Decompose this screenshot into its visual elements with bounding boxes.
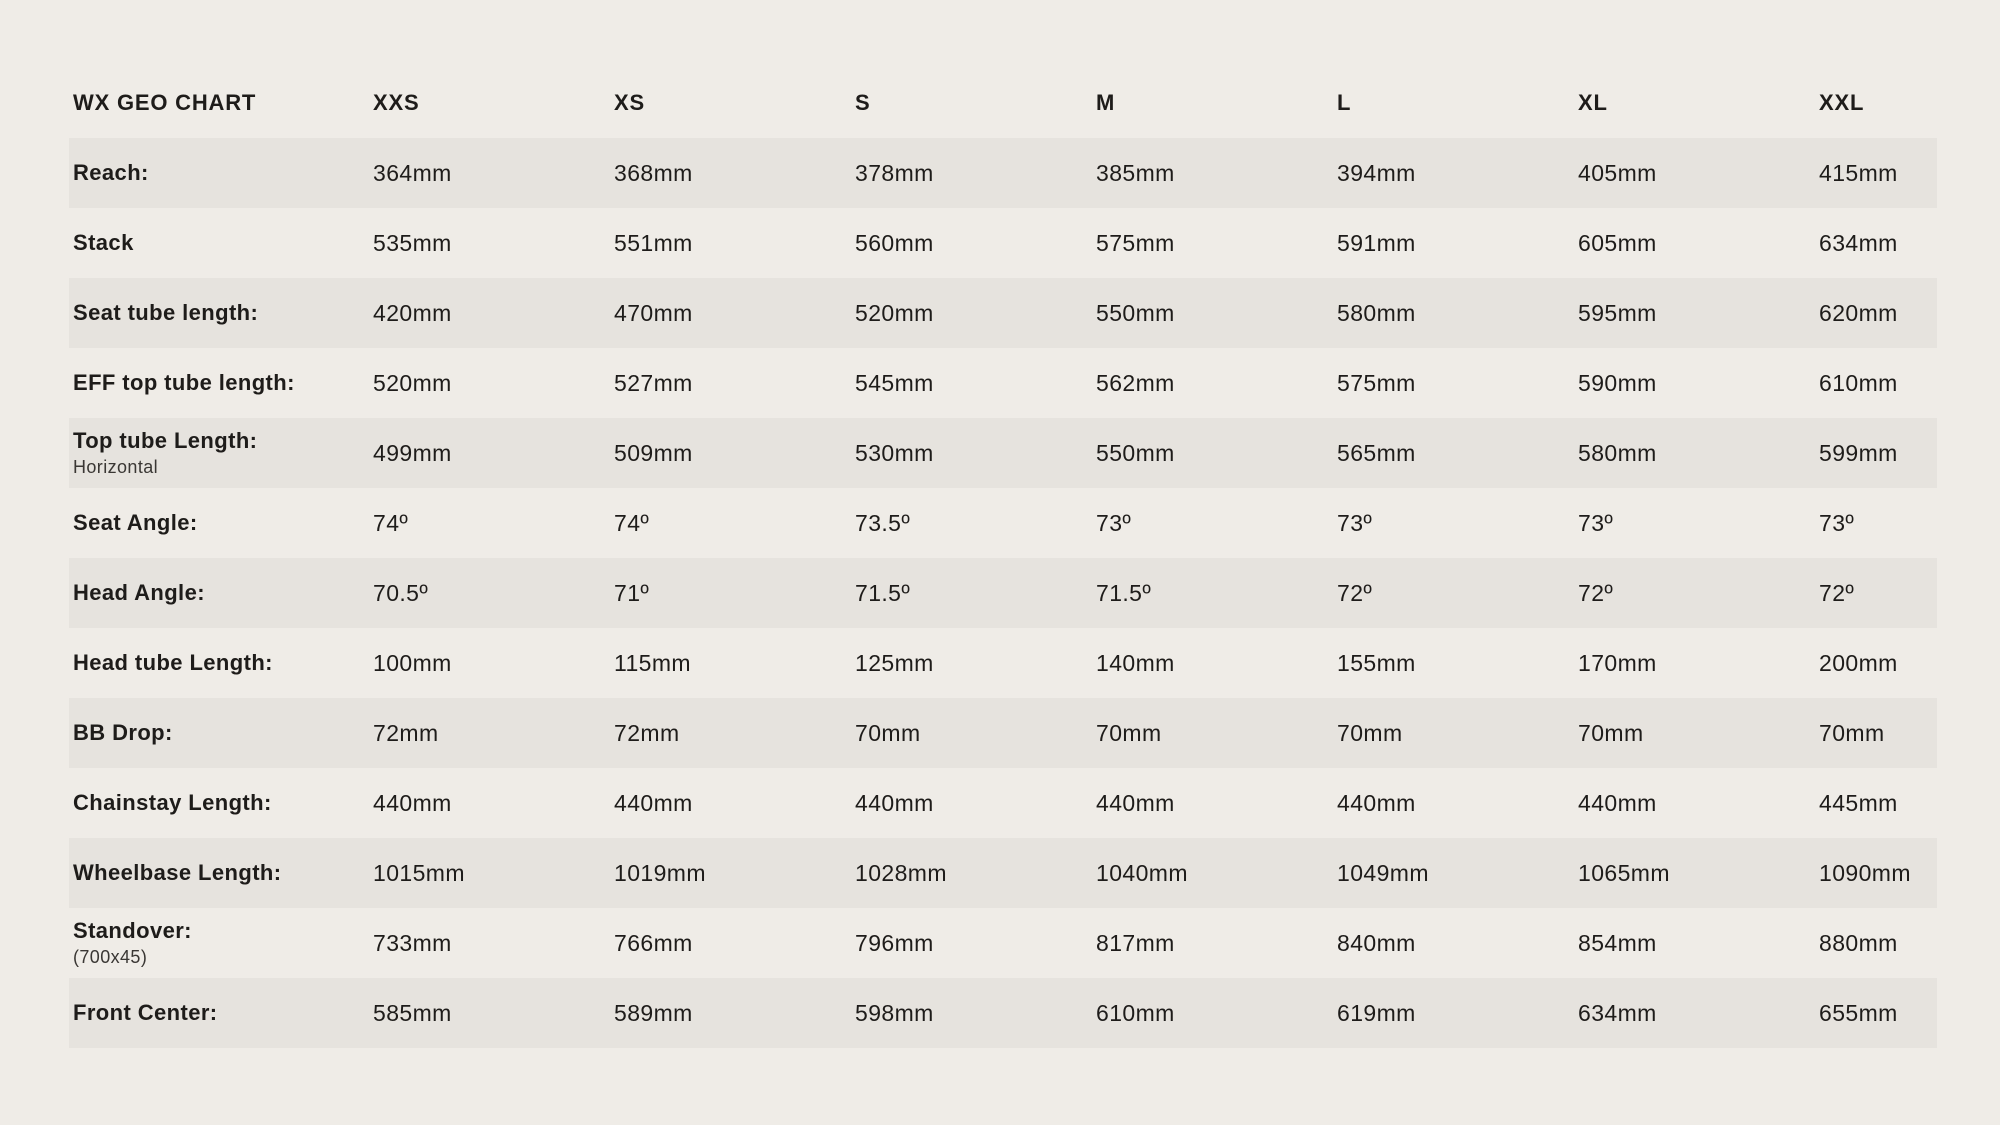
table-cell: 610mm (1096, 999, 1175, 1026)
table-cell: 385mm (1096, 159, 1175, 186)
table-cell: 440mm (1578, 789, 1657, 816)
table-cell: 530mm (855, 439, 934, 466)
size-header-xxs: XXS (373, 90, 420, 115)
table-cell: 140mm (1096, 649, 1175, 676)
table-cell: 796mm (855, 929, 934, 956)
table-cell: 817mm (1096, 929, 1175, 956)
row-label-main: Seat tube length: (73, 300, 259, 325)
table-cell: 591mm (1337, 229, 1416, 256)
table-cell: 766mm (614, 929, 693, 956)
table-cell: 580mm (1578, 439, 1657, 466)
table-row (69, 348, 1937, 418)
table-cell: 170mm (1578, 649, 1657, 676)
table-cell: 1015mm (373, 859, 465, 886)
table-cell: 599mm (1819, 439, 1898, 466)
table-cell: 440mm (614, 789, 693, 816)
table-cell: 1040mm (1096, 859, 1188, 886)
table-cell: 70mm (855, 719, 921, 746)
table-row (69, 418, 1937, 488)
table-cell: 73º (1819, 509, 1855, 536)
table-row (69, 488, 1937, 558)
table-cell: 598mm (855, 999, 934, 1026)
table-row (69, 208, 1937, 278)
row-label (69, 918, 373, 968)
row-label (69, 860, 373, 886)
row-label (69, 510, 373, 536)
table-cell: 200mm (1819, 649, 1898, 676)
table-cell: 405mm (1578, 159, 1657, 186)
row-label (69, 160, 373, 186)
table-cell: 125mm (855, 649, 934, 676)
table-cell: 634mm (1578, 999, 1657, 1026)
table-cell: 70mm (1578, 719, 1644, 746)
table-cell: 575mm (1337, 369, 1416, 396)
table-row (69, 698, 1937, 768)
table-cell: 619mm (1337, 999, 1416, 1026)
table-row (69, 978, 1937, 1048)
table-cell: 840mm (1337, 929, 1416, 956)
table-cell: 590mm (1578, 369, 1657, 396)
table-cell: 71º (614, 579, 650, 606)
table-cell: 880mm (1819, 929, 1898, 956)
table-cell: 155mm (1337, 649, 1416, 676)
row-label-main: Seat Angle: (73, 510, 198, 535)
table-cell: 70mm (1819, 719, 1885, 746)
table-row (69, 628, 1937, 698)
table-cell: 589mm (614, 999, 693, 1026)
table-cell: 1090mm (1819, 859, 1911, 886)
table-cell: 634mm (1819, 229, 1898, 256)
size-header-xxl: XXL (1819, 90, 1865, 115)
row-label-main: Reach: (73, 160, 149, 185)
row-label-main: Front Center: (73, 1000, 218, 1025)
row-label (69, 300, 373, 326)
table-cell: 445mm (1819, 789, 1898, 816)
table-cell: 550mm (1096, 299, 1175, 326)
table-row (69, 908, 1937, 978)
row-label-main: Top tube Length: (73, 428, 258, 453)
table-cell: 509mm (614, 439, 693, 466)
table-cell: 585mm (373, 999, 452, 1026)
table-cell: 70mm (1096, 719, 1162, 746)
table-cell: 575mm (1096, 229, 1175, 256)
table-cell: 520mm (855, 299, 934, 326)
table-cell: 610mm (1819, 369, 1898, 396)
table-cell: 74º (614, 509, 650, 536)
geo-chart-table (69, 68, 1937, 1048)
table-cell: 72º (1578, 579, 1614, 606)
table-cell: 70mm (1337, 719, 1403, 746)
table-cell: 72mm (373, 719, 439, 746)
size-header-m: M (1096, 90, 1116, 115)
row-label (69, 790, 373, 816)
table-cell: 420mm (373, 299, 452, 326)
table-cell: 364mm (373, 159, 452, 186)
size-header-l: L (1337, 90, 1352, 115)
table-row (69, 278, 1937, 348)
row-label-note: Horizontal (73, 457, 159, 477)
table-cell: 551mm (614, 229, 693, 256)
table-cell: 100mm (373, 649, 452, 676)
table-cell: 74º (373, 509, 409, 536)
table-cell: 73º (1096, 509, 1132, 536)
table-cell: 527mm (614, 369, 693, 396)
table-cell: 550mm (1096, 439, 1175, 466)
row-label-main: Chainstay Length: (73, 790, 272, 815)
row-label (69, 580, 373, 606)
table-cell: 440mm (855, 789, 934, 816)
table-cell: 415mm (1819, 159, 1898, 186)
table-row (69, 768, 1937, 838)
size-header-xs: XS (614, 90, 645, 115)
table-cell: 560mm (855, 229, 934, 256)
row-label-main: EFF top tube length: (73, 370, 295, 395)
table-cell: 71.5º (1096, 579, 1152, 606)
size-header-xl: XL (1578, 90, 1608, 115)
table-cell: 520mm (373, 369, 452, 396)
table-cell: 565mm (1337, 439, 1416, 466)
row-label (69, 720, 373, 746)
table-cell: 440mm (1096, 789, 1175, 816)
table-cell: 73º (1337, 509, 1373, 536)
row-label-main: Standover: (73, 918, 192, 943)
table-cell: 580mm (1337, 299, 1416, 326)
table-cell: 470mm (614, 299, 693, 326)
row-label-main: Stack (73, 230, 134, 255)
row-label-main: Head tube Length: (73, 650, 273, 675)
row-label (69, 1000, 373, 1026)
row-label (69, 650, 373, 676)
table-row (69, 138, 1937, 208)
table-cell: 70.5º (373, 579, 429, 606)
table-cell: 440mm (373, 789, 452, 816)
table-cell: 72º (1819, 579, 1855, 606)
row-label-main: Head Angle: (73, 580, 205, 605)
table-cell: 1049mm (1337, 859, 1429, 886)
table-body (69, 138, 1937, 1048)
table-cell: 620mm (1819, 299, 1898, 326)
table-cell: 72mm (614, 719, 680, 746)
table-cell: 440mm (1337, 789, 1416, 816)
row-label-main: Wheelbase Length: (73, 860, 282, 885)
table-cell: 595mm (1578, 299, 1657, 326)
table-cell: 605mm (1578, 229, 1657, 256)
table-cell: 562mm (1096, 369, 1175, 396)
table-row (69, 838, 1937, 908)
table-cell: 854mm (1578, 929, 1657, 956)
table-cell: 499mm (373, 439, 452, 466)
table-cell: 1028mm (855, 859, 947, 886)
table-cell: 72º (1337, 579, 1373, 606)
table-cell: 535mm (373, 229, 452, 256)
table-row (69, 558, 1937, 628)
table-cell: 1065mm (1578, 859, 1670, 886)
table-title: WX GEO CHART (73, 90, 257, 115)
table-cell: 545mm (855, 369, 934, 396)
table-header-row (69, 68, 1937, 138)
row-label (69, 230, 373, 256)
row-label (69, 370, 373, 396)
table-cell: 73º (1578, 509, 1614, 536)
table-cell: 655mm (1819, 999, 1898, 1026)
row-label-main: BB Drop: (73, 720, 173, 745)
table-cell: 71.5º (855, 579, 911, 606)
table-cell: 394mm (1337, 159, 1416, 186)
table-cell: 115mm (614, 649, 691, 676)
row-label-note: (700x45) (73, 947, 148, 967)
size-header-s: S (855, 90, 871, 115)
table-cell: 1019mm (614, 859, 706, 886)
table-cell: 368mm (614, 159, 693, 186)
table-cell: 378mm (855, 159, 934, 186)
row-label (69, 428, 373, 478)
table-cell: 733mm (373, 929, 452, 956)
table-cell: 73.5º (855, 509, 911, 536)
